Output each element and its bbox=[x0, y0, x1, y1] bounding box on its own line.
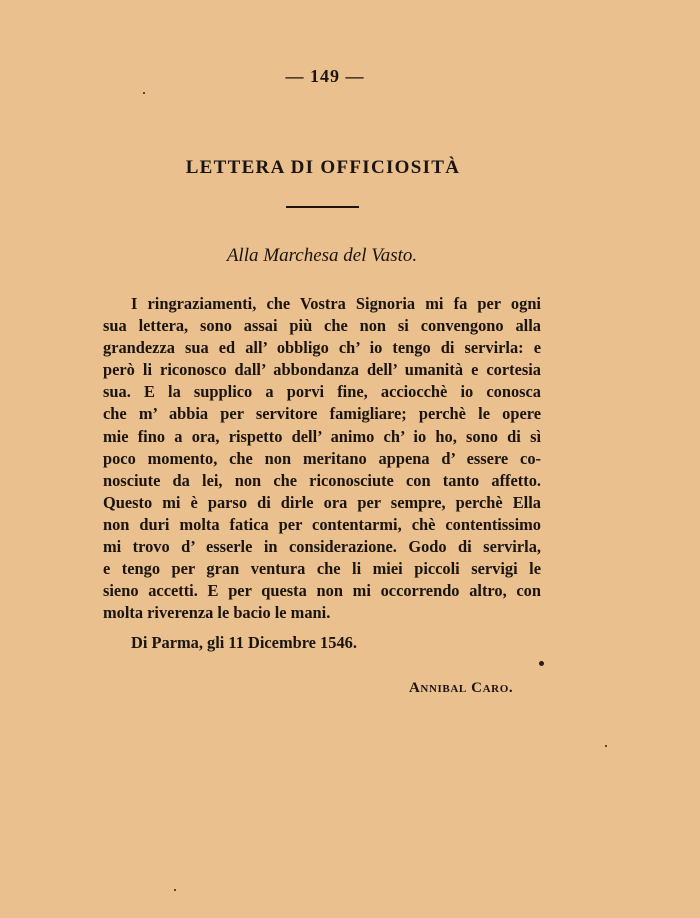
letter-signature: Annibal Caro. bbox=[409, 680, 514, 696]
letter-body bbox=[103, 293, 541, 624]
body-line: grandezza sua ed all’ obbligo ch’ io tengo di servirla: e bbox=[103, 338, 541, 358]
page-number: — 149 — bbox=[285, 66, 365, 86]
body-line: Questo mi è parso di dirle ora per sempre, perchè Ella bbox=[103, 492, 541, 512]
letter-title: LETTERA DI OFFICIOSITÀ bbox=[185, 157, 461, 178]
ink-speck bbox=[605, 745, 607, 747]
ink-speck bbox=[143, 92, 145, 94]
body-line: sua. E la supplico a porvi fine, acciocchè io conosca bbox=[103, 382, 541, 402]
body-line: molta riverenza le bacio le mani. bbox=[103, 603, 331, 623]
body-line: mie fino a ora, rispetto dell’ animo ch’ io ho, sono di sì bbox=[103, 426, 541, 446]
body-line: poco momento, che non meritano appena d’ essere co- bbox=[103, 448, 541, 468]
body-line: non duri molta fatica per contentarmi, chè contentissimo bbox=[103, 514, 541, 534]
ink-speck bbox=[174, 889, 176, 891]
body-line: I ringraziamenti, che Vostra Signoria mi fa per ogni bbox=[131, 294, 541, 313]
body-line: mi trovo d’ esserle in considerazione. Godo di servirla, bbox=[103, 537, 541, 557]
body-line: nosciute da lei, non che riconosciute con tanto affetto. bbox=[103, 470, 541, 490]
body-line: e tengo per gran ventura che li miei piccoli servigi le bbox=[103, 559, 541, 579]
body-line: però li riconosco dall’ abbondanza dell’ umanità e cortesia bbox=[103, 360, 541, 380]
body-line: sua lettera, sono assai più che non si convengono alla bbox=[103, 316, 541, 336]
body-line: che m’ abbia per servitore famigliare; perchè le opere bbox=[103, 404, 541, 424]
ink-speck bbox=[539, 661, 544, 666]
letter-dateline: Di Parma, gli 11 Dicembre 1546. bbox=[131, 633, 357, 652]
letter-addressee: Alla Marchesa del Vasto. bbox=[226, 245, 418, 266]
title-divider bbox=[286, 206, 359, 208]
body-line: sieno accetti. E per questa non mi occorrendo altro, con bbox=[103, 581, 541, 601]
